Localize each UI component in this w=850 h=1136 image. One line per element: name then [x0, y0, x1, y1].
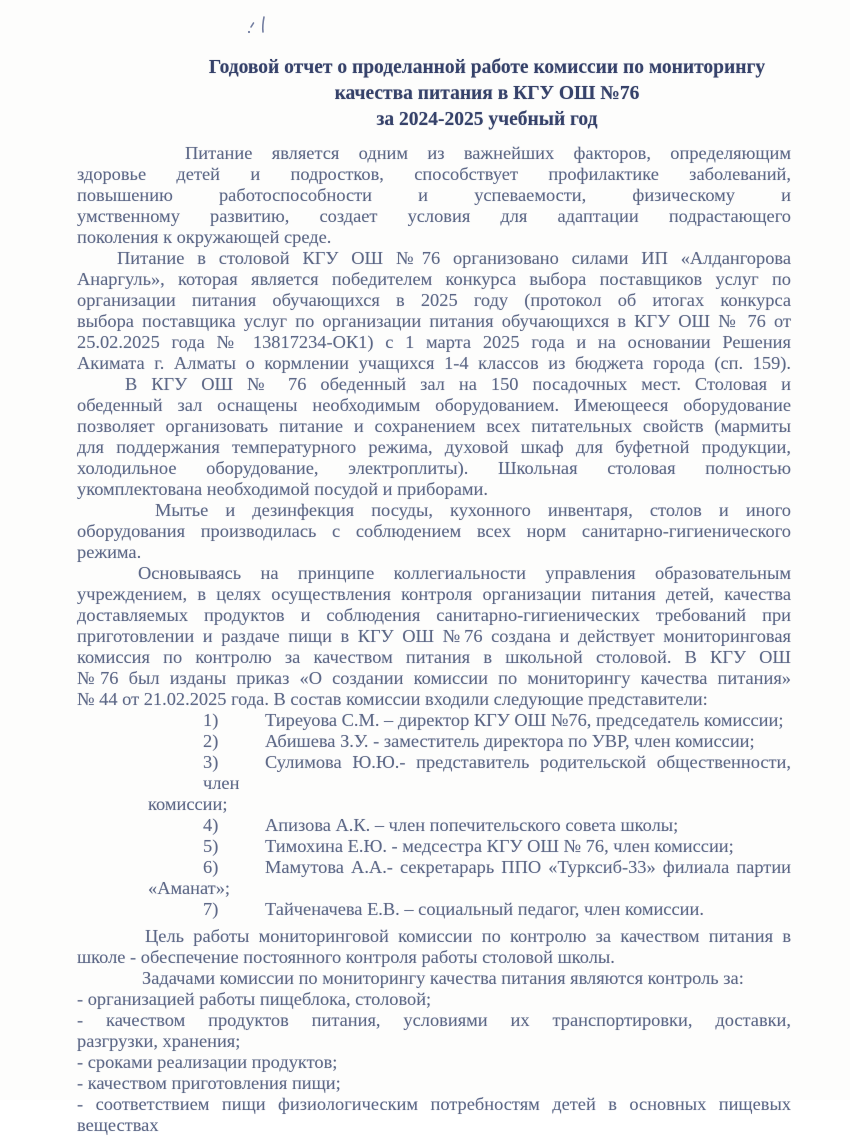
list-number: 4): [203, 815, 219, 835]
text-line: 1) Тиреуова С.М. – директор КГУ ОШ №76, председатель комиссии;: [203, 710, 784, 730]
paragraph-goal: [77, 926, 791, 968]
text-line: «Аманат»;: [148, 878, 231, 898]
commission-member-item: [148, 857, 791, 899]
commission-member-item: [148, 752, 791, 815]
text-line: 2) Абишева З.У. - заместитель директора по УВР, член комиссии;: [203, 731, 755, 751]
text-line: - качеством приготовления пищи;: [77, 1073, 341, 1093]
text-line: комиссия по контролю за качеством питания в школьной столовой. В КГУ ОШ: [77, 647, 791, 667]
text-line: организации питания обучающихся в 2025 году (протокол об итогах конкурса: [77, 290, 791, 310]
text-line: повышению работоспособности и успеваемости, физическому и: [77, 185, 791, 205]
paragraph-sanitary-regime: [77, 500, 791, 563]
paragraph-nutrition-importance: [77, 143, 791, 248]
text-line: Цель работы мониторинговой комиссии по контролю за качеством питания в: [145, 926, 791, 946]
commission-member-item: [148, 815, 791, 836]
text-line: Акимата г. Алматы о кормлении учащихся 1-4 классов из бюджета города (сп. 159).: [77, 353, 791, 373]
text-line: школе - обеспечение постоянного контроля работы столовой школы.: [77, 947, 615, 967]
text-line: 7) Тайченачева Е.В. – социальный педагог, член комиссии.: [203, 899, 704, 919]
text-line: веществах: [77, 1115, 159, 1135]
list-number: 2): [203, 731, 219, 751]
tasks-dash-list: [77, 989, 791, 1136]
text-line: - организацией работы пищеблока, столовой;: [77, 989, 432, 1009]
text-line: режима.: [77, 542, 142, 562]
list-number: 3): [203, 752, 219, 772]
text-line: В КГУ ОШ № 76 обеденный зал на 150 посадочных мест. Столовая и: [125, 374, 791, 394]
paragraph-dining-hall: [77, 374, 791, 500]
text-line: 4) Апизова А.К. – член попечительского совета школы;: [203, 815, 679, 835]
text-line: холодильное оборудование, электроплиты). Школьная столовая полностью: [77, 458, 791, 478]
text-line: Анаргуль», которая является победителем конкурса выбора поставщиков услуг по: [77, 269, 791, 289]
text-line: №76 был изданы приказ «О создании комиссии по мониторингу качества питания»: [77, 668, 791, 688]
text-line: 6) Мамутова А.А.- секретарарь ППО «Турксиб-33» филиала партии: [203, 857, 791, 877]
paragraph-commission-creation: [77, 563, 791, 710]
text-line: умственному развитию, создает условия для адаптации подрастающего: [77, 206, 791, 226]
document-content: [77, 55, 791, 1136]
text-line: выбора поставщика услуг по организации питания обучающихся в КГУ ОШ № 76 от: [77, 311, 791, 331]
text-line: комиссии;: [148, 794, 228, 814]
text-line: разгрузки, хранения;: [77, 1031, 241, 1051]
text-line: поколения к окружающей среде.: [77, 227, 332, 247]
commission-member-item: [148, 836, 791, 857]
list-number: 5): [203, 836, 219, 856]
list-number: 1): [203, 710, 219, 730]
text-line: 3) Сулимова Ю.Ю.- представитель родительской общественности, член: [203, 752, 791, 793]
text-line: качества питания в КГУ ОШ №76: [334, 83, 640, 104]
text-line: Задачами комиссии по мониторингу качества питания являются контроль за:: [142, 968, 744, 988]
text-line: 25.02.2025 года № 13817234-ОК1) с 1 марта 2025 года и на основании Решения: [77, 332, 791, 352]
document-title: [183, 55, 791, 133]
text-line: № 44 от 21.02.2025 года. В состав комиссии входили следующие представители:: [77, 689, 708, 709]
text-line: приготовлении и раздаче пищи в КГУ ОШ №76 создана и действует мониторинговая: [77, 626, 791, 646]
text-line: позволяет организовать питание и сохранением всех питательных свойств (мармиты: [77, 416, 791, 436]
text-line: обеденный зал оснащены необходимым оборудованием. Имеющееся оборудование: [77, 395, 791, 415]
commission-member-item: [148, 710, 791, 731]
text-line: Питание является одним из важнейших факторов, определяющим: [185, 143, 791, 163]
list-number: 7): [203, 899, 219, 919]
text-line: укомплектована необходимой посудой и приборами.: [77, 479, 488, 499]
text-line: Основываясь на принципе коллегиальности управления образовательным: [138, 563, 791, 583]
text-line: оборудования производилась с соблюдением всех норм санитарно-гигиенического: [77, 521, 791, 541]
text-line: для поддержания температурного режима, духовой шкаф для буфетной продукции,: [77, 437, 791, 457]
list-number: 6): [203, 857, 219, 877]
text-line: - сроками реализации продуктов;: [77, 1052, 338, 1072]
text-line: Мытье и дезинфекция посуды, кухонного инвентаря, столов и иного: [155, 500, 791, 520]
text-line: доставляемых продуктов и соблюдения санитарно-гигиенических требований при: [77, 605, 791, 625]
text-line: - качеством продуктов питания, условиями их транспортировки, доставки,: [77, 1010, 791, 1030]
text-line: за 2024-2025 учебный год: [376, 109, 598, 130]
paragraph-catering-provider: [77, 248, 791, 374]
commission-member-item: [148, 899, 791, 920]
pen-mark-icon: [244, 12, 274, 40]
text-line: Питание в столовой КГУ ОШ №76 организовано силами ИП «Алдангорова: [117, 248, 791, 268]
commission-members-list: [77, 710, 791, 920]
text-line: Годовой отчет о проделанной работе комиссии по мониторингу: [208, 57, 766, 78]
commission-member-item: [148, 731, 791, 752]
text-line: здоровье детей и подростков, способствует профилактике заболеваний,: [77, 164, 791, 184]
text-line: учреждением, в целях осуществления контроля организации питания детей, качества: [77, 584, 791, 604]
paragraph-tasks-intro: [77, 968, 791, 989]
text-line: 5) Тимохина Е.Ю. - медсестра КГУ ОШ № 76, член комиссии;: [203, 836, 734, 856]
text-line: - соответствием пищи физиологическим потребностям детей в основных пищевых: [77, 1094, 791, 1114]
